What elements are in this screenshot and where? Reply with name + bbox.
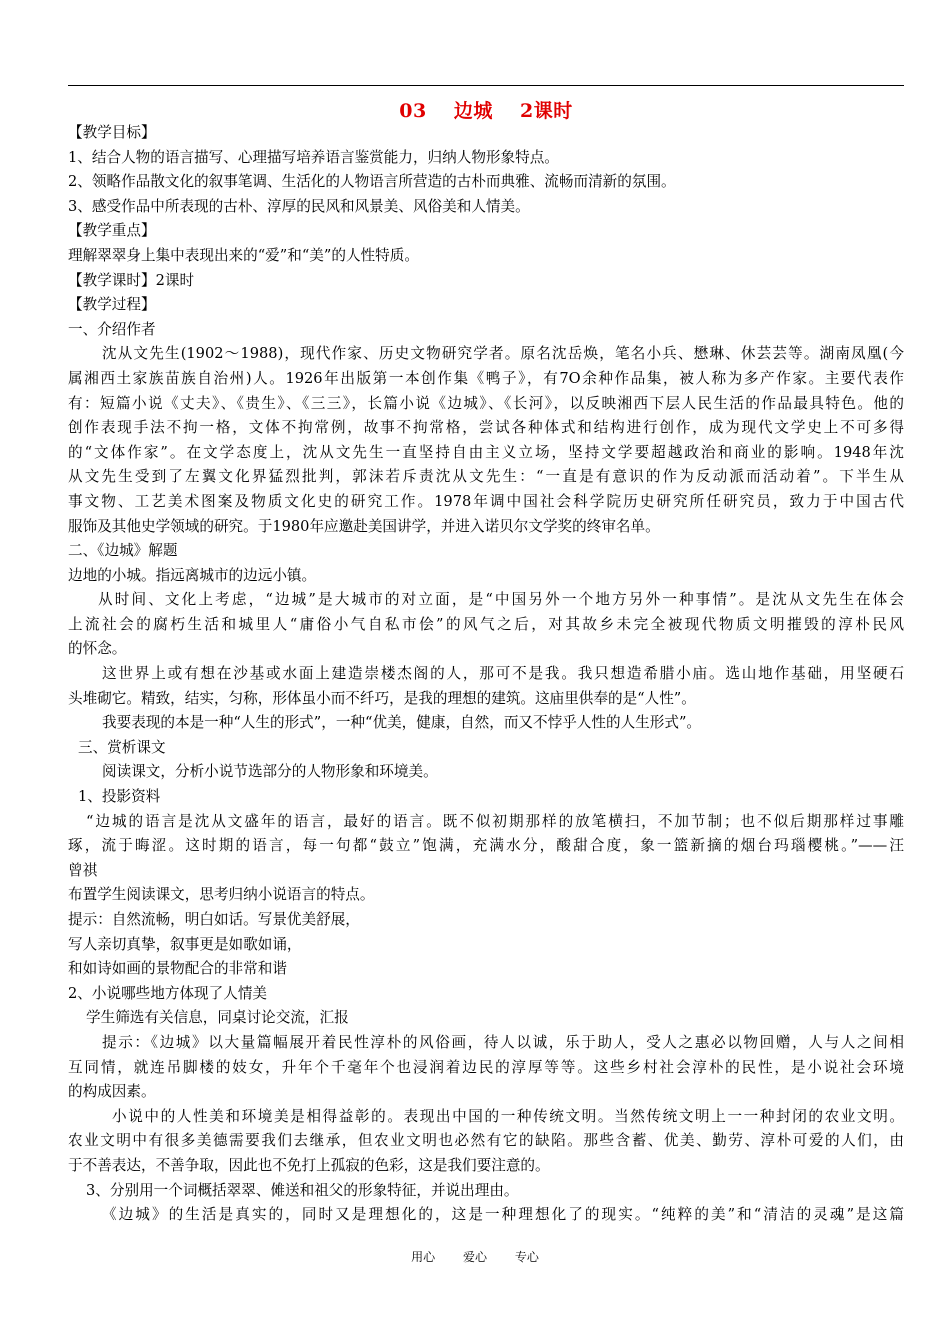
text-line: 有：短篇小说《丈夫》、《贵生》、《三三》，长篇小说《边城》、《长河》，以反映湘西下层人民生活的作品最具特色。他的 [68,394,904,412]
title-number: 03 [399,100,427,122]
page-footer [0,1248,950,1265]
text-line: 这世界上或有想在沙基或水面上建造崇楼杰阁的人，那可不是我。我只想造希腊小庙。选山地作基础，用坚硬石 [102,665,904,683]
text-line: 【教学过程】 [68,296,156,314]
text-line: 从时间、文化上考虑，“边城”是大城市的对立面，是“中国另外一个地方另外一种事情”。是沈从文先生在体会 [98,591,904,609]
text-line: 【教学目标】 [68,124,156,141]
text-line: 布置学生阅读课文，思考归纳小说语言的特点。 [68,886,375,904]
text-line: 于不善表达，不善争取，因此也不免打上孤寂的色彩，这是我们要注意的。 [68,1156,550,1174]
text-line: 沈从文先生(1902～1988)，现代作家、历史文物研究学者。原名沈岳焕，笔名小兵、懋琳、休芸芸等。湖南凤凰(今 [102,345,904,363]
text-line: 3、分别用一个词概括翠翠、傩送和祖父的形象特征，并说出理由。 [86,1181,519,1199]
text-line: 的怀念。 [68,640,127,658]
text-line: 学生筛选有关信息，同桌讨论交流，汇报 [86,1009,349,1027]
text-line: 互同情，就连吊脚楼的妓女，升年个千毫年个也浸润着边民的淳厚等等。这些乡村社会淳朴的民性，是小说社会环境 [68,1058,904,1076]
text-line: 从文先生受到了左翼文化界猛烈批判，郭沫若斥责沈从文先生：“一直是有意识的作为反动派而活动着”。下半生从 [68,468,904,486]
text-line: 理解翠翠身上集中表现出来的“爱”和“美”的人性特质。 [68,246,419,264]
text-line: 边地的小城。指远离城市的边远小镇。 [68,566,317,584]
text-line: 写人亲切真挚，叙事更是如歌如诵， [68,935,302,953]
text-line: 二、《边城》解题 [68,542,178,560]
text-line: 【教学重点】 [68,222,156,240]
text-line: 3、感受作品中所表现的古朴、淳厚的民风和风景美、风俗美和人情美。 [68,197,530,215]
text-line: 曾祺 [68,861,98,879]
text-line: 2、领略作品散文化的叙事笔调、生活化的人物语言所营造的古朴而典雅、流畅而清新的氛围。 [68,173,676,191]
text-line: 属湘西土家族苗族自治州)人。1926年出版第一本创作集《鸭子》，有7O余种作品集，被人称为多产作家。主要代表作 [68,369,904,387]
text-line: 事文物、工艺美术图案及物质文化史的研究工作。1978年调中国社会科学院历史研究所任研究员，致力于中国古代 [68,492,904,510]
text-line: 的构成因素。 [68,1083,156,1101]
footer-item: 用心 [411,1250,436,1264]
text-line: 农业文明中有很多美德需要我们去继承，但农业文明也必然有它的缺陷。那些含蓄、优美、勤劳、淳朴可爱的人们，由 [68,1132,904,1150]
text-line: 提示：《边城》以大量篇幅展开着民性淳朴的风俗画，待人以诚，乐于助人，受人之惠必以物回赠，人与人之间相 [102,1033,904,1051]
text-line: 的“文体作家”。在文学态度上，沈从文先生一直坚持自由主义立场，坚持文学要超越政治和商业的影响。1948年沈 [68,443,904,461]
text-line: 阅读课文，分析小说节选部分的人物形象和环境美。 [102,763,438,781]
text-line: “边城的语言是沈从文盛年的语言，最好的语言。既不似初期那样的放笔横扫，不加节制；也不似后期那样过事雕 [86,812,904,830]
text-line: 琢，流于晦涩。这时期的语言，每一句都“鼓立”饱满，充满水分，酸甜合度，象一篮新摘的烟台玛瑙樱桃。”——汪 [68,837,904,855]
text-line: 服饰及其他史学领域的研究。于1980年应邀赴美国讲学，并进入诺贝尔文学奖的终审名单。 [68,517,660,535]
text-line: 《边城》的生活是真实的，同时又是理想化的，这是一种理想化了的现实。“纯粹的美”和“清洁的灵魂”是这篇 [102,1206,904,1224]
text-line: 一、介绍作者 [68,320,156,338]
footer-item: 专心 [514,1250,539,1264]
text-line: 【教学课时】2课时 [68,271,195,289]
text-line: 和如诗如画的景物配合的非常和谐 [68,960,287,978]
text-line: 头堆砌它。精致，结实，匀称，形体虽小而不纤巧，是我的理想的建筑。这庙里供奉的是“人性”。 [68,689,696,707]
text-line: 1、投影资料 [78,788,161,806]
header-rule [68,85,904,86]
text-line: 1、结合人物的语言描写、心理描写培养语言鉴赏能力，归纳人物形象特点。 [68,148,559,166]
text-line: 上流社会的腐朽生活和城里人“庸俗小气自私市侩”的风气之后，对其故乡未完全被现代物质文明摧毁的淳朴民风 [68,615,904,633]
title-text: 边城 [453,100,493,122]
text-line: 提示：自然流畅，明白如话。写景优美舒展， [68,911,360,928]
text-line: 我要表现的本是一种“人生的形式”，一种“优美，健康，自然，而又不悖乎人性的人生形式”。 [102,714,702,732]
text-line: 小说中的人性美和环境美是相得益彰的。表现出中国的一种传统文明。当然传统文明上一一种封闭的农业文明。 [112,1107,904,1125]
text-line: 创作表现手法不拘一格，文体不拘常例，故事不拘常格，尝试各种体式和结构进行创作，成为现代文学史上不可多得 [68,419,904,437]
page-title [68,96,904,123]
text-line: 2、小说哪些地方体现了人情美 [68,984,268,1002]
document-body [68,121,904,1228]
title-lesson-count: 2课时 [519,100,573,122]
footer-item: 爱心 [462,1250,487,1264]
text-line: 三、赏析课文 [78,738,166,756]
